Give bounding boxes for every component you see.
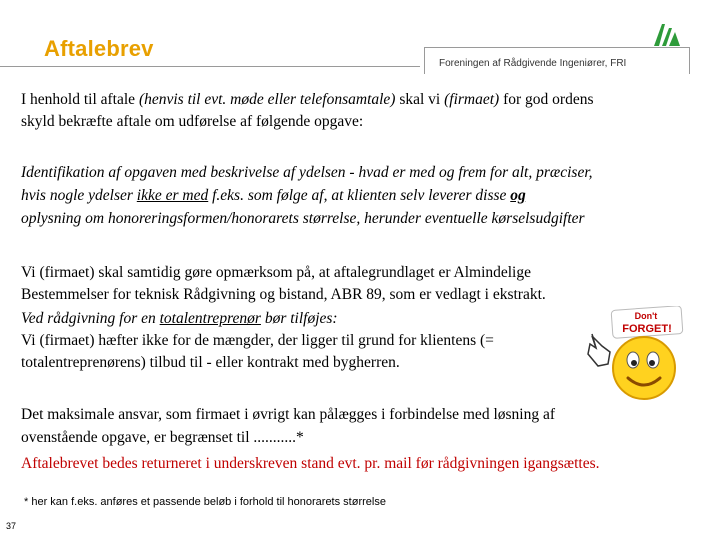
terms-line-2: Bestemmelser for teknisk Rådgivning og bistand, ABR 89, som er vedlagt i ekstrakt. bbox=[21, 286, 546, 303]
page-number: 37 bbox=[6, 521, 17, 531]
dont-forget-smiley-icon bbox=[582, 306, 686, 402]
header-rule bbox=[0, 66, 420, 67]
header-org-box bbox=[424, 47, 690, 74]
sticker-line-2: FORGET! bbox=[622, 323, 672, 335]
sticker-line-1: Don't bbox=[634, 311, 658, 321]
header-org-name: Foreningen af Rådgivende Ingeniører, FRI bbox=[439, 58, 627, 69]
return-request-line: Aftalebrevet bedes returneret i underskreven stand evt. pr. mail før rådgivningen igangsættes. bbox=[21, 455, 600, 472]
terms-line-3: Ved rådgivning for en totalentreprenør bør tilføjes: bbox=[21, 310, 338, 327]
identification-line-1: Identifikation af opgaven med beskrivelse af ydelsen - hvad er med og frem for alt, præciser, bbox=[21, 164, 593, 181]
terms-line-5: totalentreprenørens) tilbud til - eller kontrakt med bygherren. bbox=[21, 354, 400, 371]
footnote: * her kan f.eks. anføres et passende beløb i forhold til honorarets størrelse bbox=[24, 496, 386, 508]
liability-line-2: ovenstående opgave, er begrænset til ...........* bbox=[21, 429, 304, 446]
intro-line-1: I henhold til aftale (henvis til evt. møde eller telefonsamtale) skal vi (firmaet) for god ordens bbox=[21, 91, 594, 108]
identification-line-2: hvis nogle ydelser ikke er med f.eks. som følge af, at klienten selv leverer disse og bbox=[21, 187, 526, 204]
identification-line-3: oplysning om honoreringsformen/honorarets størrelse, herunder eventuelle kørselsudgifter bbox=[21, 210, 585, 227]
terms-line-1: Vi (firmaet) skal samtidig gøre opmærksom på, at aftalegrundlaget er Almindelige bbox=[21, 264, 531, 281]
terms-line-4: Vi (firmaet) hæfter ikke for de mængder, der ligger til grund for klientens (= bbox=[21, 332, 494, 349]
page-title: Aftalebrev bbox=[44, 36, 154, 61]
liability-line-1: Det maksimale ansvar, som firmaet i øvrigt kan pålægges i forbindelse med løsning af bbox=[21, 406, 556, 423]
intro-line-2: skyld bekræfte aftale om udførelse af følgende opgave: bbox=[21, 113, 364, 130]
fri-logo-icon bbox=[652, 20, 682, 48]
